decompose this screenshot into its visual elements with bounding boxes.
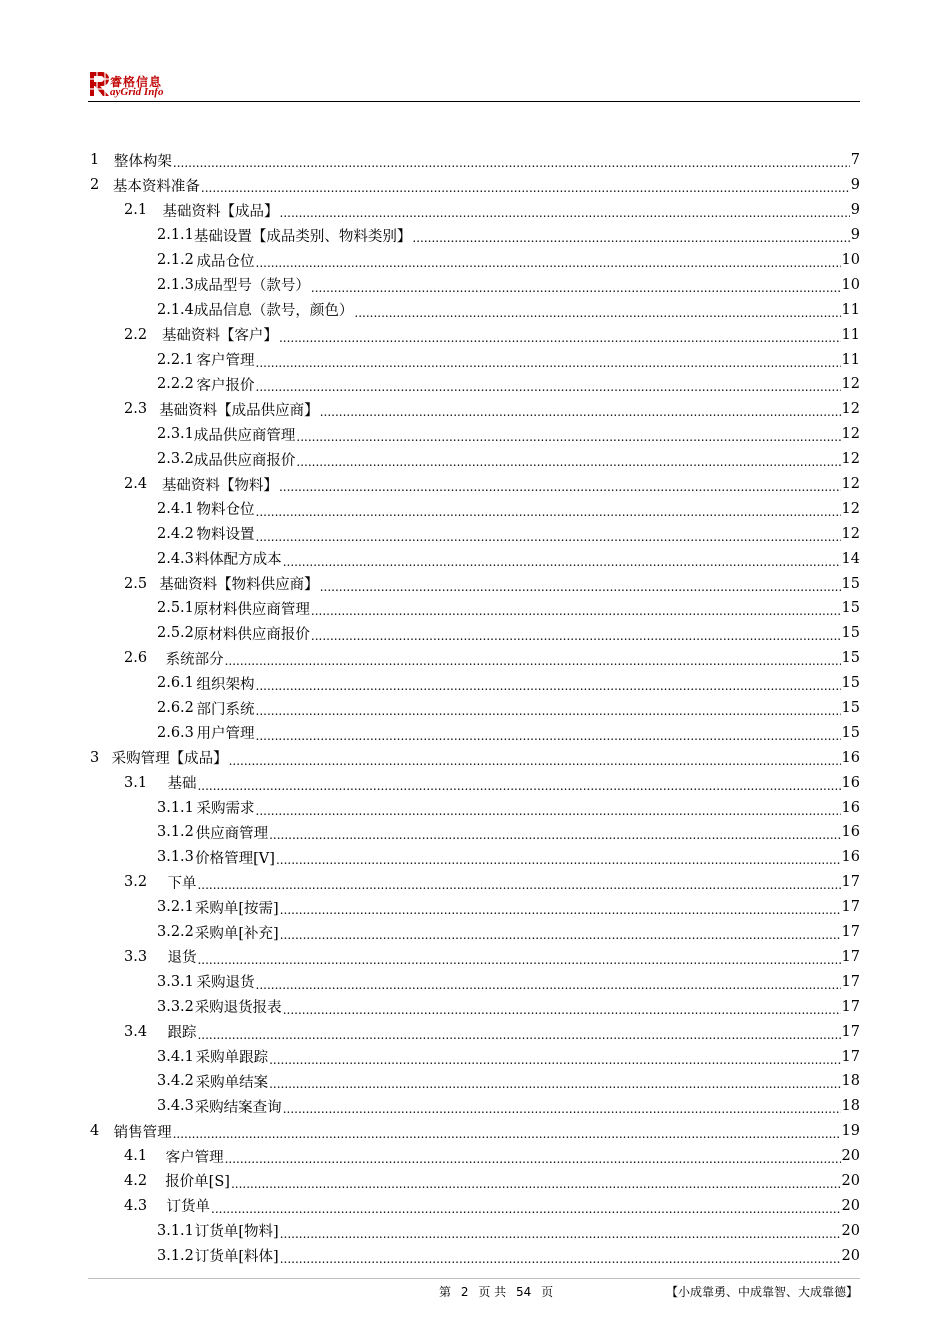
toc-entry-title: 基础: [167, 776, 197, 793]
toc-entry-title: 跟踪: [167, 1025, 197, 1042]
page-current: 2: [460, 1285, 469, 1299]
toc-entry[interactable]: [90, 994, 860, 1019]
company-logo: [88, 70, 228, 100]
toc-entry-title: 下单: [167, 875, 197, 892]
toc-entry-number: 3.1.1: [157, 799, 194, 816]
toc-dot-leader: [311, 281, 841, 295]
toc-entry-title: 基础资料【物料】: [161, 477, 278, 494]
toc-dot-leader: [412, 231, 849, 245]
toc-dot-leader: [256, 978, 841, 992]
toc-entry-number: 2.6.3: [157, 724, 194, 741]
toc-entry-number: 2.1.4: [157, 301, 194, 318]
toc-entry[interactable]: [90, 920, 860, 945]
toc-entry-page: 20: [841, 1247, 860, 1264]
toc-entry-page: 16: [841, 824, 860, 841]
toc-dot-leader: [354, 306, 840, 320]
toc-entry-title: 基础资料【成品】: [162, 203, 279, 220]
toc-entry-number: 2.6: [124, 650, 148, 667]
toc-entry-title: 基础资料【客户】: [161, 328, 278, 345]
toc-entry[interactable]: [90, 372, 860, 397]
toc-dot-leader: [280, 903, 841, 917]
toc-dot-leader: [197, 779, 840, 793]
footer-divider: [88, 1278, 860, 1279]
toc-entry-number: 3.1: [124, 774, 148, 791]
toc-dot-leader: [280, 928, 841, 942]
toc-entry-number: 2.3.2: [157, 451, 194, 468]
toc-entry[interactable]: [90, 1218, 860, 1243]
toc-entry[interactable]: [90, 1094, 860, 1119]
toc-dot-leader: [276, 853, 841, 867]
toc-entry-number: 3.2: [124, 874, 148, 891]
toc-dot-leader: [279, 480, 841, 494]
toc-dot-leader: [229, 754, 841, 768]
logo-english-text: ayGrid Info: [110, 86, 164, 98]
toc-entry-title: 成品供应商报价: [193, 452, 296, 469]
toc-entry[interactable]: [90, 1069, 860, 1094]
toc-entry-title: 退货: [167, 950, 197, 967]
toc-entry-title: 客户管理: [196, 353, 255, 370]
toc-entry-number: 3.2.2: [157, 924, 194, 941]
toc-entry[interactable]: [90, 447, 860, 472]
toc-entry-title: 成品型号（款号）: [193, 278, 310, 295]
toc-dot-leader: [173, 1127, 841, 1141]
page-header: [88, 66, 860, 104]
toc-entry-page: 15: [841, 600, 860, 617]
toc-entry-page: 16: [841, 749, 860, 766]
toc-dot-leader: [256, 505, 841, 519]
toc-entry-title: 价格管理[V]: [195, 850, 275, 867]
toc-dot-leader: [211, 1202, 841, 1216]
toc-entry[interactable]: [90, 1144, 860, 1169]
toc-entry-page: 11: [841, 301, 860, 318]
toc-dot-leader: [256, 679, 841, 693]
page-total: 54: [515, 1285, 532, 1299]
toc-entry-title: 基本资料准备: [112, 178, 200, 195]
toc-entry[interactable]: [90, 571, 860, 596]
toc-entry-title: 成品信息（款号，颜色）: [193, 303, 354, 320]
toc-dot-leader: [197, 953, 840, 967]
toc-dot-leader: [280, 206, 850, 220]
toc-entry-title: 采购需求: [196, 801, 255, 818]
toc-entry[interactable]: [90, 496, 860, 521]
toc-entry[interactable]: [90, 795, 860, 820]
toc-entry-number: 3.1.2: [157, 1247, 194, 1264]
toc-entry[interactable]: [90, 397, 860, 422]
toc-entry-page: 11: [841, 351, 860, 368]
toc-dot-leader: [225, 654, 841, 668]
toc-entry-title: 销售管理: [113, 1124, 172, 1141]
toc-entry-page: 16: [841, 774, 860, 791]
toc-entry-number: 3.3.1: [157, 973, 194, 990]
toc-entry-number: 3: [90, 749, 100, 766]
toc-entry[interactable]: [90, 895, 860, 920]
toc-entry-number: 2.6.2: [157, 700, 194, 717]
toc-entry-page: 10: [841, 252, 860, 268]
toc-entry-page: 12: [841, 426, 860, 443]
toc-dot-leader: [256, 804, 841, 818]
toc-entry-page: 18: [841, 1073, 860, 1090]
toc-entry-title: 采购单[补充]: [194, 925, 279, 942]
toc-entry-title: 客户报价: [196, 377, 255, 394]
header-divider: [88, 101, 860, 102]
toc-entry[interactable]: [90, 671, 860, 696]
toc-entry-title: 成品仓位: [196, 253, 255, 270]
toc-entry[interactable]: [90, 546, 860, 571]
toc-entry-title: 采购管理【成品】: [111, 751, 228, 768]
toc-entry-page: 20: [841, 1197, 860, 1214]
toc-entry-page: 15: [841, 724, 860, 741]
toc-dot-leader: [296, 455, 840, 469]
toc-entry-title: 采购单结案: [195, 1074, 269, 1091]
toc-entry-number: 4.3: [124, 1197, 148, 1214]
toc-entry-number: 2.4: [124, 476, 148, 493]
toc-entry-page: 19: [841, 1123, 860, 1140]
toc-entry-title: 物料设置: [196, 527, 255, 544]
toc-entry[interactable]: [90, 720, 860, 745]
toc-dot-leader: [256, 380, 841, 394]
toc-entry-page: 17: [841, 899, 860, 916]
toc-entry[interactable]: [90, 422, 860, 447]
toc-entry-title: 订货单[料体]: [194, 1249, 279, 1266]
toc-entry-page: 18: [841, 1098, 860, 1115]
toc-entry[interactable]: [90, 646, 860, 671]
toc-entry-title: 系统部分: [165, 651, 224, 668]
toc-entry-number: 3.1.3: [157, 849, 194, 866]
toc-dot-leader: [311, 604, 841, 618]
toc-entry-number: 2.5: [124, 575, 148, 592]
toc-entry-number: 3.3: [124, 948, 148, 965]
toc-entry-title: 部门系统: [196, 701, 255, 718]
page-number: [436, 1283, 556, 1300]
toc-entry-page: 17: [841, 1048, 860, 1065]
toc-entry-page: 20: [841, 1172, 860, 1189]
toc-entry[interactable]: [90, 1019, 860, 1044]
toc-entry-title: 供应商管理: [195, 825, 269, 842]
logo-chinese-text: 睿格信息: [110, 75, 163, 89]
toc-entry[interactable]: [90, 969, 860, 994]
toc-entry-number: 2.1.3: [157, 276, 194, 293]
toc-entry-page: 12: [841, 401, 860, 418]
page-middle: 页 共: [478, 1285, 507, 1299]
toc-dot-leader: [269, 828, 840, 842]
toc-entry-title: 用户管理: [196, 726, 255, 743]
toc-entry[interactable]: [90, 248, 860, 273]
toc-entry-title: 采购结案查询: [194, 1099, 282, 1116]
toc-entry-number: 2.3.1: [157, 426, 194, 443]
toc-entry[interactable]: [90, 1044, 860, 1069]
toc-entry-number: 2.2.2: [157, 376, 194, 393]
toc-entry-title: 采购单[按需]: [194, 900, 279, 917]
toc-entry-page: 12: [841, 451, 860, 468]
toc-entry-number: 4.2: [124, 1172, 148, 1189]
toc-entry-title: 基础资料【物料供应商】: [159, 577, 319, 594]
toc-entry-title: 采购退货报表: [194, 1000, 282, 1017]
toc-entry[interactable]: [90, 198, 860, 223]
toc-dot-leader: [256, 704, 841, 718]
toc-dot-leader: [269, 1077, 840, 1091]
toc-entry-number: 2: [90, 177, 100, 194]
toc-entry-page: 17: [841, 874, 860, 891]
toc-entry-page: 9: [850, 202, 860, 219]
toc-entry[interactable]: [90, 770, 860, 795]
toc-entry-title: 采购退货: [196, 975, 255, 992]
toc-dot-leader: [320, 580, 841, 594]
toc-dot-leader: [256, 256, 841, 270]
toc-entry-number: 1: [90, 152, 100, 169]
toc-dot-leader: [256, 356, 841, 370]
toc-entry-number: 4.1: [124, 1148, 148, 1165]
toc-entry-title: 基础资料【成品供应商】: [159, 402, 319, 419]
toc-entry-page: 15: [841, 650, 860, 667]
toc-entry-page: 12: [841, 500, 860, 517]
toc-entry[interactable]: [90, 696, 860, 721]
toc-entry-number: 2.4.1: [157, 500, 194, 517]
toc-dot-leader: [201, 181, 850, 195]
toc-entry[interactable]: [90, 621, 860, 646]
toc-entry-number: 3.4.1: [157, 1048, 194, 1065]
toc-dot-leader: [283, 1003, 841, 1017]
toc-dot-leader: [173, 156, 850, 170]
toc-entry-page: 10: [841, 276, 860, 293]
toc-entry-title: 订货单[物料]: [194, 1224, 279, 1241]
toc-dot-leader: [256, 530, 841, 544]
page-suffix: 页: [541, 1285, 554, 1299]
toc-entry-title: 组织架构: [196, 676, 255, 693]
toc-entry-title: 料体配方成本: [194, 552, 282, 569]
toc-entry-number: 3.4.3: [157, 1098, 194, 1115]
toc-entry-page: 17: [841, 948, 860, 965]
toc-entry-title: 订货单: [166, 1199, 211, 1216]
toc-entry[interactable]: [90, 820, 860, 845]
toc-entry[interactable]: [90, 223, 860, 248]
toc-entry-page: 12: [841, 525, 860, 542]
toc-entry-number: 2.1.2: [157, 252, 194, 268]
toc-dot-leader: [280, 1252, 841, 1266]
toc-dot-leader: [197, 1028, 840, 1042]
toc-entry-page: 12: [841, 376, 860, 393]
toc-entry[interactable]: [90, 148, 860, 173]
toc-dot-leader: [296, 430, 840, 444]
toc-dot-leader: [279, 331, 841, 345]
toc-dot-leader: [231, 1177, 841, 1191]
toc-entry[interactable]: [90, 1169, 860, 1194]
toc-entry[interactable]: [90, 347, 860, 372]
toc-entry-title: 报价单[S]: [165, 1174, 230, 1191]
toc-entry-page: 7: [850, 152, 860, 169]
toc-entry-page: 20: [841, 1222, 860, 1239]
toc-entry[interactable]: [90, 272, 860, 297]
toc-entry-page: 17: [841, 973, 860, 990]
toc-entry-number: 3.3.2: [157, 998, 194, 1015]
toc-entry-number: 2.5.1: [157, 600, 194, 617]
toc-entry-page: 15: [841, 700, 860, 717]
toc-entry-title: 原材料供应商管理: [193, 601, 310, 618]
toc-entry-page: 16: [841, 849, 860, 866]
toc-entry-number: 3.1.2: [157, 824, 194, 841]
toc-entry[interactable]: [90, 521, 860, 546]
toc-entry[interactable]: [90, 596, 860, 621]
toc-entry[interactable]: [90, 322, 860, 347]
toc-entry-number: 2.4.2: [157, 525, 194, 542]
toc-entry-number: 2.6.1: [157, 675, 194, 692]
toc-entry-page: 15: [841, 575, 860, 592]
toc-entry-page: 12: [841, 476, 860, 493]
toc-entry-page: 17: [841, 924, 860, 941]
toc-entry[interactable]: [90, 1119, 860, 1144]
toc-entry-title: 成品供应商管理: [193, 427, 296, 444]
toc-entry-page: 17: [841, 998, 860, 1015]
toc-entry-page: 11: [841, 326, 860, 343]
toc-entry-number: 2.4.3: [157, 550, 194, 567]
toc-entry-page: 16: [841, 799, 860, 816]
toc-dot-leader: [280, 1227, 841, 1241]
toc-entry-number: 2.2.1: [157, 351, 194, 368]
toc-entry-page: 9: [850, 177, 860, 194]
toc-dot-leader: [320, 405, 841, 419]
toc-entry-title: 基础设置【成品类别、物料类别】: [193, 228, 412, 245]
toc-entry[interactable]: [90, 173, 860, 198]
toc-entry-page: 15: [841, 625, 860, 642]
toc-entry[interactable]: [90, 845, 860, 870]
footer-motto: 【小成靠勇、中成靠智、大成靠德】: [665, 1285, 858, 1299]
toc-entry-number: 4: [90, 1123, 100, 1140]
toc-entry-title: 采购单跟踪: [195, 1050, 269, 1066]
toc-entry-number: 2.1: [124, 202, 148, 219]
toc-entry-number: 3.4: [124, 1023, 148, 1040]
toc-entry-page: 9: [850, 227, 860, 244]
toc-entry[interactable]: [90, 297, 860, 322]
toc-entry-page: 17: [841, 1023, 860, 1040]
toc-entry[interactable]: [90, 870, 860, 895]
toc-entry-number: 3.1.1: [157, 1222, 194, 1239]
toc-dot-leader: [283, 555, 841, 569]
toc-dot-leader: [283, 1102, 841, 1116]
toc-entry[interactable]: [90, 1243, 860, 1268]
toc-entry-title: 物料仓位: [196, 502, 255, 519]
toc-entry-number: 2.1.1: [157, 227, 194, 244]
toc-entry-page: 15: [841, 675, 860, 692]
toc-dot-leader: [225, 1152, 841, 1166]
toc-entry[interactable]: [90, 945, 860, 970]
toc-entry-title: 整体构架: [113, 153, 172, 170]
toc-entry-number: 2.5.2: [157, 625, 194, 642]
toc-dot-leader: [269, 1053, 840, 1067]
toc-entry-number: 2.3: [124, 401, 148, 418]
toc-entry-number: 3.4.2: [157, 1073, 194, 1090]
page-prefix: 第: [439, 1285, 452, 1299]
toc-dot-leader: [197, 878, 840, 892]
table-of-contents: [90, 148, 860, 1268]
toc-entry[interactable]: [90, 1193, 860, 1218]
toc-dot-leader: [311, 629, 841, 643]
toc-entry[interactable]: [90, 472, 860, 497]
toc-entry-title: 客户管理: [165, 1149, 224, 1166]
toc-dot-leader: [256, 729, 841, 743]
toc-entry-title: 原材料供应商报价: [193, 626, 310, 643]
toc-entry-number: 2.2: [124, 326, 148, 343]
toc-entry[interactable]: [90, 745, 860, 770]
toc-entry-page: 20: [841, 1148, 860, 1165]
toc-entry-page: 14: [841, 550, 860, 567]
toc-entry-number: 3.2.1: [157, 899, 194, 916]
